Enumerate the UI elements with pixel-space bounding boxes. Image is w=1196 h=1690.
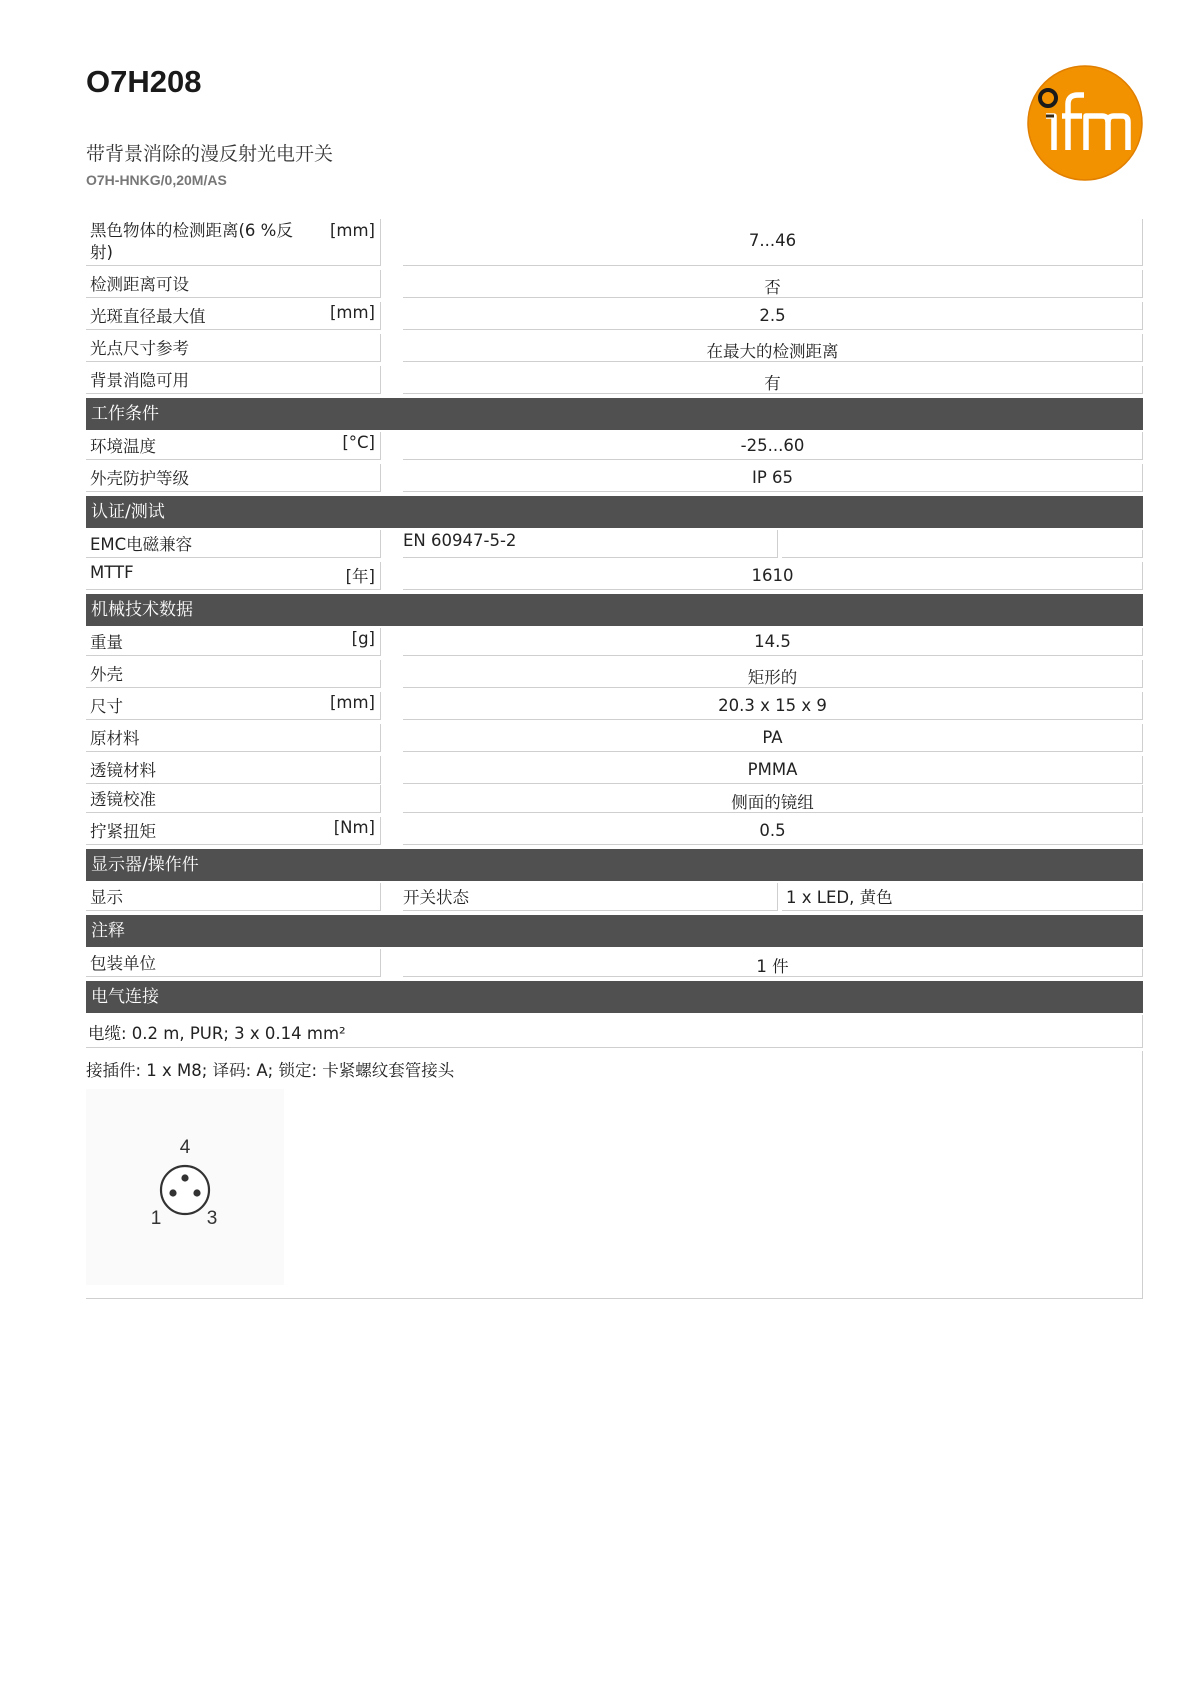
spec-label: 拧紧扭矩 (90, 822, 156, 841)
spec-value: 20.3 x 15 x 9 (403, 692, 1143, 720)
pin-label-3: 3 (206, 1208, 218, 1229)
section-header-mechanical: 机械技术数据 (86, 594, 1143, 626)
spec-label: 显示 (90, 888, 123, 907)
connector-pinout-diagram (86, 1089, 284, 1285)
section-header-electrical: 电气连接 (86, 981, 1143, 1013)
ifm-logo (1026, 64, 1144, 182)
connector-box (86, 1051, 1143, 1299)
spec-label: 尺寸 (90, 697, 123, 716)
spec-row (86, 562, 1143, 590)
spec-row (86, 724, 1143, 752)
pin-label-4: 4 (179, 1137, 191, 1158)
spec-row (86, 464, 1143, 492)
spec-value: 有 (403, 366, 1143, 394)
spec-row (86, 219, 1143, 266)
spec-row (86, 949, 1143, 977)
spec-row (86, 756, 1143, 784)
spec-value: IP 65 (403, 464, 1143, 492)
spec-value: 14.5 (403, 628, 1143, 656)
spec-row (86, 785, 1143, 813)
spec-label: 重量 (90, 633, 123, 652)
spec-value: 开关状态 (403, 883, 778, 911)
product-title: O7H208 (86, 64, 202, 99)
spec-label: 透镜校准 (90, 790, 156, 809)
spec-row (86, 530, 1143, 558)
spec-value: PMMA (403, 756, 1143, 784)
section-header-operating: 工作条件 (86, 398, 1143, 430)
spec-unit: [g] (351, 629, 375, 648)
spec-row (86, 660, 1143, 688)
spec-label: 原材料 (90, 729, 140, 748)
product-subtitle: 带背景消除的漫反射光电开关 (86, 143, 334, 165)
spec-unit: [mm] (329, 221, 375, 240)
section-header-approvals: 认证/测试 (86, 496, 1143, 528)
spec-value: 否 (403, 270, 1143, 298)
spec-row (86, 366, 1143, 394)
spec-label: 黑色物体的检测距离(6 %反射) (90, 221, 293, 262)
spec-value: EN 60947-5-2 (403, 530, 778, 558)
article-code: O7H-HNKG/0,20M/AS (86, 172, 227, 188)
spec-label: 背景消隐可用 (90, 371, 189, 390)
cable-info: 电缆: 0.2 m, PUR; 3 x 0.14 mm² (86, 1015, 1143, 1048)
spec-unit: [年] (345, 567, 375, 586)
spec-value: -25...60 (403, 432, 1143, 460)
spec-value-extra (782, 530, 1143, 558)
spec-unit: [°C] (342, 433, 375, 452)
spec-label: 光点尺寸参考 (90, 339, 189, 358)
spec-value: 在最大的检测距离 (403, 334, 1143, 362)
section-header-notes: 注释 (86, 915, 1143, 947)
spec-label: 环境温度 (90, 437, 156, 456)
spec-row (86, 334, 1143, 362)
spec-label: 检测距离可设 (90, 275, 189, 294)
spec-value: 矩形的 (403, 660, 1143, 688)
spec-unit: [mm] (329, 693, 375, 712)
spec-row (86, 817, 1143, 845)
spec-value-extra: 1 x LED, 黄色 (782, 883, 1143, 911)
spec-label: EMC电磁兼容 (90, 535, 193, 554)
spec-value: PA (403, 724, 1143, 752)
spec-label: 光斑直径最大值 (90, 307, 206, 326)
spec-label: 包装单位 (90, 954, 156, 973)
spec-row (86, 628, 1143, 656)
spec-value: 1610 (403, 562, 1143, 590)
spec-row (86, 432, 1143, 460)
spec-label: 外壳防护等级 (90, 469, 189, 488)
spec-value: 1 件 (403, 949, 1143, 977)
spec-row (86, 302, 1143, 330)
spec-row (86, 692, 1143, 720)
spec-row (86, 270, 1143, 298)
connector-info: 接插件: 1 x M8; 译码: A; 锁定: 卡紧螺纹套管接头 (86, 1061, 455, 1080)
spec-label: 外壳 (90, 665, 123, 684)
spec-row (86, 883, 1143, 911)
spec-label: 透镜材料 (90, 761, 156, 780)
spec-value: 7...46 (403, 219, 1143, 266)
spec-value: 2.5 (403, 302, 1143, 330)
spec-label: MTTF (90, 563, 134, 582)
spec-table (86, 219, 1143, 1299)
pin-label-1: 1 (150, 1208, 162, 1229)
spec-unit: [mm] (329, 303, 375, 322)
spec-value: 0.5 (403, 817, 1143, 845)
spec-value: 侧面的镜组 (403, 785, 1143, 813)
section-header-display: 显示器/操作件 (86, 849, 1143, 881)
spec-unit: [Nm] (333, 818, 375, 837)
